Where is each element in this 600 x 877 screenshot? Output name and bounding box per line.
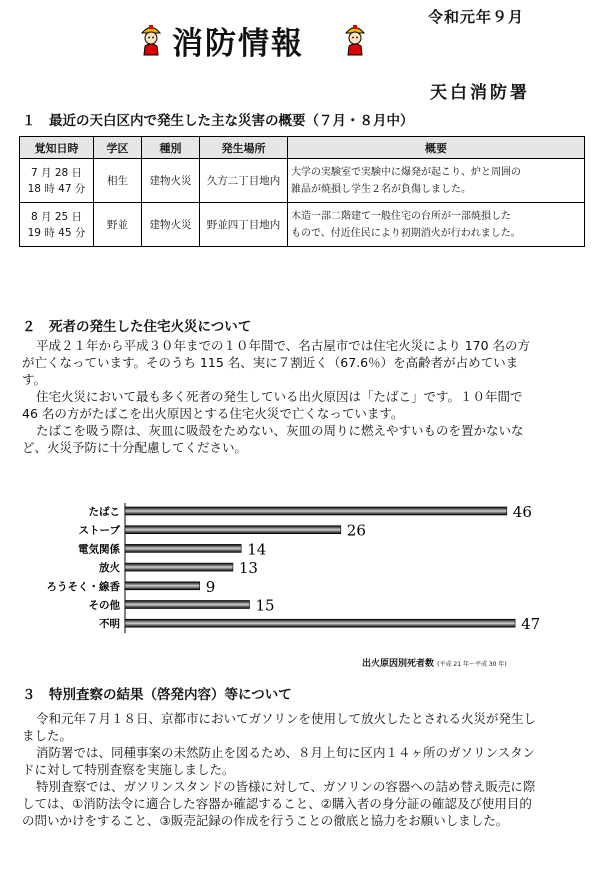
incident-district: 相生 bbox=[94, 159, 142, 203]
paragraph-line: す。 bbox=[22, 372, 47, 387]
category-label: 不明 bbox=[99, 618, 120, 631]
bar bbox=[125, 507, 507, 515]
value-label: 14 bbox=[247, 540, 267, 559]
value-label: 9 bbox=[205, 577, 216, 596]
section3-heading: ３ 特別査察の結果（啓発内容）等について bbox=[22, 687, 292, 703]
issue-date: 令和元年９月 bbox=[428, 8, 525, 26]
category-label: 電気関係 bbox=[78, 543, 120, 556]
paragraph-line: が亡くなっています。そのうち 115 名、実に７割近く（67.6％）を高齢者が占めていま bbox=[22, 355, 519, 370]
line-text: 消防署では、同種事案の未然防止を図るため、８月上旬に区内１４ヶ所のガソリンスタン bbox=[36, 745, 536, 760]
incident-summary bbox=[288, 159, 585, 203]
incident-place: 野並四丁目地内 bbox=[200, 203, 288, 247]
incident-date: 8 月 25 日 bbox=[30, 210, 83, 223]
paragraph-line bbox=[22, 337, 592, 354]
firefighter-icon bbox=[136, 22, 166, 56]
paragraph-line bbox=[22, 744, 592, 761]
bar bbox=[125, 601, 250, 609]
line-text: 住宅火災において最も多く死者の発生している出火原因は「たばこ」です。１０年間で bbox=[36, 389, 523, 404]
section2-heading: ２ 死者の発生した住宅火災について bbox=[22, 319, 252, 335]
incident-datetime bbox=[20, 159, 94, 203]
section1-heading: １ 最近の天白区内で発生した主な災害の概要（７月・８月中） bbox=[22, 113, 414, 129]
incident-time: 18 時 47 分 bbox=[27, 182, 86, 195]
category-label: ストーブ bbox=[78, 524, 120, 537]
line-text: 令和元年７月１８日、京都市においてガソリンを使用して放火したとされる火災が発生し bbox=[36, 711, 537, 726]
paragraph-line: の問いかけをすること、③販売記録の作成を行うことの徹底と協力をお願いしました。 bbox=[22, 813, 509, 828]
value-label: 15 bbox=[255, 596, 275, 615]
value-label: 13 bbox=[238, 559, 258, 578]
category-label: その他 bbox=[88, 599, 120, 612]
column-header: 覚知日時 bbox=[20, 137, 94, 159]
bar bbox=[125, 563, 233, 571]
incident-table bbox=[19, 136, 585, 247]
value-label: 47 bbox=[521, 615, 541, 634]
paragraph-line bbox=[22, 422, 592, 439]
incident-place: 久方二丁目地内 bbox=[200, 159, 288, 203]
paragraph-line bbox=[22, 778, 592, 795]
incident-time: 19 時 45 分 bbox=[27, 226, 86, 239]
section2-body bbox=[22, 337, 592, 456]
category-label: ろうそく・線香 bbox=[46, 580, 120, 593]
chart-subtitle: (平成 21 年～平成 30 年) bbox=[437, 661, 507, 668]
paragraph-line bbox=[22, 388, 592, 405]
category-label: たばこ bbox=[88, 506, 120, 518]
table-header-row bbox=[20, 137, 585, 159]
incident-datetime bbox=[20, 203, 94, 247]
bar bbox=[125, 619, 515, 627]
table-row bbox=[20, 203, 585, 247]
bar bbox=[125, 544, 241, 552]
summary-line: もので、付近住民により初期消火が行われました。 bbox=[291, 227, 521, 239]
column-header: 種別 bbox=[142, 137, 200, 159]
line-text: 平成２１年から平成３０年までの１０年間で、名古屋市では住宅火災により 170 名の方 bbox=[36, 338, 531, 353]
incident-type: 建物火災 bbox=[142, 159, 200, 203]
paragraph-line: 46 名の方がたばこを出火原因とする住宅火災で亡くなっています。 bbox=[22, 406, 404, 421]
page-title: 消防情報 bbox=[172, 26, 304, 62]
summary-line: 大学の実験室で実験中に爆発が起こり、炉と周囲の bbox=[291, 166, 521, 178]
column-header: 概要 bbox=[288, 137, 585, 159]
section3-body bbox=[22, 710, 592, 829]
paragraph-line bbox=[22, 710, 592, 727]
chart-title: 出火原因別死者数 bbox=[362, 659, 435, 669]
incident-date: 7 月 28 日 bbox=[30, 166, 83, 179]
bar bbox=[125, 526, 341, 534]
paragraph-line: ど、火災予防に十分配慮してください。 bbox=[22, 440, 248, 455]
summary-line: 雑品が焼損し学生２名が負傷しました。 bbox=[291, 183, 471, 195]
table-row bbox=[20, 159, 585, 203]
chart-caption bbox=[362, 656, 507, 669]
value-label: 26 bbox=[346, 521, 366, 540]
fire-station-name: 天白消防署 bbox=[430, 83, 530, 103]
category-label: 放火 bbox=[99, 562, 120, 575]
firefighter-icon bbox=[340, 22, 370, 56]
cause-of-death-chart bbox=[0, 500, 600, 650]
value-label: 46 bbox=[512, 503, 532, 521]
line-text: たばこを吸う際は、灰皿に吸殻をためない、灰皿の周りに燃えやすいものを置かないな bbox=[36, 423, 524, 438]
summary-line: 木造一部二階建て一般住宅の台所が一部焼損した bbox=[291, 210, 511, 222]
incident-summary bbox=[288, 203, 585, 247]
incident-district: 野並 bbox=[94, 203, 142, 247]
column-header: 発生場所 bbox=[200, 137, 288, 159]
incident-type: 建物火災 bbox=[142, 203, 200, 247]
column-header: 学区 bbox=[94, 137, 142, 159]
paragraph-line: しては、①消防法令に適合した容器か確認すること、②購入者の身分証の確認及び使用目的 bbox=[22, 796, 532, 811]
paragraph-line: ました。 bbox=[22, 728, 73, 743]
line-text: 特別査察では、ガソリンスタンドの皆様に対して、ガソリンの容器への詰め替え販売に際 bbox=[36, 779, 536, 794]
bar bbox=[125, 582, 200, 590]
paragraph-line: ドに対して特別査察を実施しました。 bbox=[22, 762, 235, 777]
